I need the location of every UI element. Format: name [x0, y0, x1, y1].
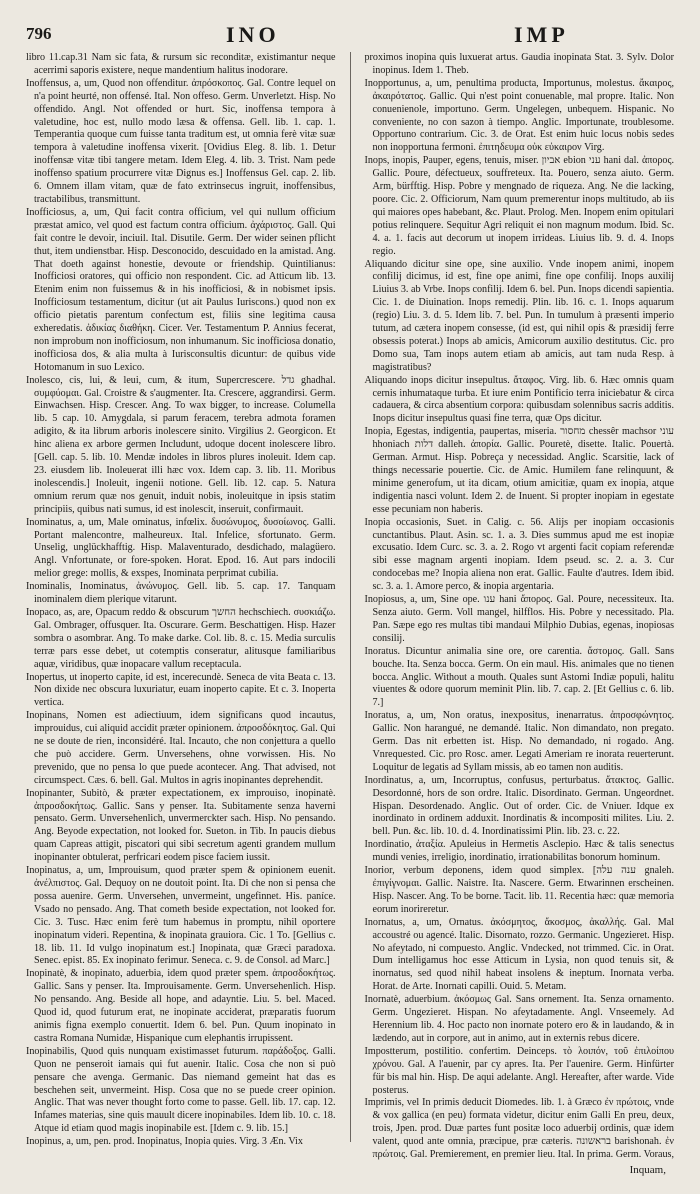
- page-number: 796: [26, 24, 52, 43]
- dictionary-entry: Impostterum, postilitio. confertim. Deinceps. τὸ λοιπόν, τοῦ ἐπιλοίπου χρόνου. Gal. A l'auenir, par cy apres. Ita. Per l'auenire. Germ. Hinfürter für bis mal hin. Hisp. De aqui adelante. Angl. Hereafter, after warde. Vide posterus.: [364, 1045, 674, 1096]
- dictionary-entry: Inopinabilis, Quod quis nunquam existimasset futurum. παράδοξος. Galli. Quon ne penseroit iamais qui fut auenir. Italic. Cosa che non si può pensare che avenga. Germanic. Das niemand gemeint hat das es beschehen seit, unvermeint. Hisp. Cosa que no se puede creer opinion. Anglic. That was never thought forto come to passe. Gell. lib. 17. cap. 12. Infames materias, sine quis mauult dicere inopinabiles. Idem lib. 10. c. 18. Atque id etiam quod magis inopinabile est. [Idem c. 9. lib. 15.]: [26, 1045, 336, 1135]
- dictionary-entry: Inopinus, a, um, pen. prod. Inopinatus, Inopia quies. Virg. 3 Æn. Vix: [26, 1136, 303, 1148]
- dictionary-entry: Aliquando inops dicitur insepultus. ἄταφος. Virg. lib. 6. Hæc omnis quam cernis inhumataque turba. Et iure enim Pontificio terra iniciebatur & circa cadauera, & circa absentium corpora: quibusdam solennibus sacris additis. Inops dicitur insepultus quasi fine terra, quæ Ops dicitur.: [364, 374, 674, 425]
- dictionary-entry: Inops, inopis, Pauper, egens, tenuis, miser. אביון ebion עני hani dal. ἀπορος. Gallic. Poure, défectueux, souffreteux. Ita. Pouero, senza aiuto. Germ. Arm, bürfftig. Hisp. Pobre y mengnado de riqueza. Ang. Ne die lacking, poore. Cic. 2. Officiorum, Nam quum premerentur inops multitudo, ab iis qui maiores opes habebant, &c. Plaut. Prolog. Men. Inopem enim opitulari potius relinquere. Sequitur Agri reliquit ei non magnum modum. Ibid. Sc. 4. a. 1. facis aut decorum ut inopem irrideas. Liuius lib. 9. d. 4. Inops regio.: [364, 155, 674, 257]
- dictionary-entry: Inordinatus, a, um, Incorruptus, confusus, perturbatus. ἄτακτος. Gallic. Desordonné, hors de son ordre. Italic. Disordinato. German. Ungeordnet. Hispan. Desordenado. Anglic. Out of order. Cic. de Vniuer. Idque ex inordinato in ordinem adduxit. Inordinatis & incompositi milites. Liu. 2. bell. Pun. &c. lib. 10. d. 4. Inordinatissimi Plin. lib. 23. c. 22.: [364, 774, 674, 838]
- dictionary-entry: Inopinatè, & inopinato, aduerbia, idem quod præter spem. ἀπροσδοκήτως. Gallic. Sans y penser. Ita. Improuisamente. Germ. Unversehenlich. Hisp. No pensando. Ang. Beside all hope, and adayntie. Liu. 5. bel. Maced. Quod id, quod futurum erat, ne inopinate acciderat, præparatis fuorum animis figna exemplo conuertit. Idem 6. bel. Pun. Quum inopinato in castra Romana Numidæ, Hispanique cum elephantis irrupissent.: [26, 968, 336, 1044]
- dictionary-entry: Inorior, verbum deponens, idem quod simplex. [ענה עלה gnaleh. ἐπιγίγνομαι. Gallic. Naistre. Ita. Nascere. Germ. Etwarinnen erscheinen. Hisp. Nascer. Ang. To be borne. Tacit. lib. 11. Recentia hæc: quæ memoria eorum inorireretur.: [364, 865, 674, 915]
- column-divider: [350, 52, 351, 1142]
- dictionary-entry: Inopinans, Nomen est adiectiuum, idem significans quod incautus, improuidus, cui aliquid accidit præter opinionem. ἀπροσδόκητος. Gal. Qui ne se doute de rien, inconsidéré. Ital. Incauto, che non conjettura a quello che può accidere. Germ. Unversehens, ohne vorwissen. His. No prevenido, que no pensa lo que puede acontecer. Ang. That advised, not circumspect. Cæs. 6. bell. Gal. Multos in agris inopinantes deprehendit.: [26, 710, 336, 786]
- dictionary-entry: Aliquando dicitur sine ope, sine auxilio. Vnde inopem animi, inopem confilij dicimus, id est, fine ope animi, fine ope confilij. Inops auxilij Liuius 3. ab Vrbe. Inops confilij. Idem 6. bel. Pun. Inops dicendi sapientia. Cic. 1. de Diuination. Inops remedij. Plin. lib. 16. c. 1. Inops aquarum (regio) Liu. 3. d. 5. Idem lib. 7. bel. Pun. In tumulum à præsenti imperio tutum, ad cætera inopem consesse, (id est, qui nihil opis & præsidij ferre obsessis poterat.) Inops ab amicis, Amicorum auxilio destitutus. Cic. pro Domo sua, Tam inops autem etiam ab amicis, aut tam nuda Resp. à magistratibus?: [364, 258, 674, 373]
- dictionary-entry: Inoffensus, a, um, Quod non offenditur. ἀπρόσκοπος. Gal. Contre lequel on n'a point heurté, non offensé. Ital. Non offeso. Germ. Unverletzt. Hisp. No offendido. Angl. Not offended or hurt. Sic, inoffensa tempora à valetudine, hoc est, nullo modo læsa & offensa. Gell. lib. 1. cap. 1. Temperantia quoque cum fuisse tanta traditum est, ut omnia ferè vitæ suæ tempora à valetudine inoffensa vixerit. [Ovidius Eleg. 8. lib. 1. Detur inoffensæ vitæ tibi tangere metam. Idem Eleg. 4. lib. 3. Trist. Nam pede inoffenso spatium procurrere vitæ Dignus es.] Inoffensus Gel. cap. 2. lib. 6. Omnem illam vitam, quæ de fato extrinsecus ingruit, inoffensibus, tractabilibus, transmittunt.: [26, 77, 336, 205]
- dictionary-entry: Inopaco, as, are, Opacum reddo & obscurum החשך hechschiech. συσκιάζω. Gal. Ombrager, offusquer. Ita. Oscurare. Germ. Beschattigen. Hisp. Hazer sombra o asombrar. Ang. To make darke. Col. lib. 8. c. 15. Media surculis terræ pars esse debet, ut cotemptis conseratur, alitusque familiaribus aquæ, viridibus, quæ inopacare vallum receptacula.: [26, 606, 336, 670]
- left-column: [26, 52, 336, 1162]
- dictionary-entry: Inofficiosus, a, um, Qui facit contra officium, vel qui nullum officium præstat amico, vel quod est factum contra officium. ἀχάριστος. Gall. Qui fait contre le devoir, inciuil. Ital. Disutile. Germ. Der wider seinen pflicht thut, item undienstbar. Hisp. Desconocido, descuidado en la amistad. Ang. That doeth against honestie, devoute or friendship. Quintilianus: Inofficiosi oratores, qui officio non respondent. Cic. ad Atticum lib. 13. Etenim enim non fuissemus & in his inofficiosi, & in nobismet ipsis. Inofficiosum testamentum, dicitur (ut ait Paulus Iuriscons.) quod non ex officio pietatis parentum confectum est, filiis sine legitima causa exheredatis. ἀδικίας διαθήκη. Cicer. Ver. Testamentum P. Annius fecerat, non improbum non inofficiosum, non inhumanum. Sic inofficiosa donatio, inofficiosa dos, & alia multa à Iurisconsultis dicuntur: de quibus vide Hotomanum in suo Lexico.: [26, 206, 336, 373]
- dictionary-entry: Inopinatus, a, um, Improuisum, quod præter spem & opinionem euenit. ἀνέλπιστος. Gal. Dequoy on ne doutoit point. Ita. Di che non si pensa che possa auenire. Germ. Unversehen, unvermeint, ungefinnet. His. paníce. Vsado no pensado. Ang. That cometh beside expectation, not looked for. Cic. 3. Tusc. Hæc enim ferè tum habemus in promptu, nihil oportere inopinatum videri. Repentina, & inopinata grauiora. Cic. 1 To. [Gellius c. 18. lib. 11. Id vulgo inopinatum est.] Inopinata, quæ Græci paradoxa. Senec. epist. 85. Ex inopinato ferimur. Seneca. c. 9. de Consol. ad Marc.]: [26, 865, 336, 967]
- dictionary-entry: Imprimis, vel In primis deducit Diomedes. lib. 1. à Græco ἐν πρώτοις, vnde & vox gallica (en peu) formata videtur, dicitur enim Galli En preu, deux, trois, Jpen. prod. Duæ partes funt positæ loco aduerbij ordinis, quæ idem valent, quod ante omnia, præcipue, præ cæteris. בראשונה barishonah. ἐν πρώτοις. Gal. Premierement, en premier lieu. Ital. In prima. Germ. Voraus,: [364, 1097, 674, 1161]
- dictionary-entry: Inopertus, ut inoperto capite, id est, incerecundè. Seneca de vita Beata c. 13. Non dixide nec obscura luxuriatur, euam inoperto capite. Et c. 3. Inoperta vertica.: [26, 671, 336, 709]
- dictionary-entry: Inopportunus, a, um, penultima producta, Importunus, molestus. ἄκαιρος, ἀκαιρότατος. Gallic. Qui n'est point conuenable, mal propre. Italic. Non conuenienole, importuno. Germ. Ungelegen, unbequem. Hispanic. No conveniente, no con sazon à tiempo. Anglic. Importunate, troublesome. Opportuno contrarium. Cic. 3. de Orat. Est enim huic locus nobis sedes non inopportuna fermoni. ἐπιτηδευμα οὐκ εὐκαιρον Virg.: [364, 77, 674, 154]
- dictionary-entry: Inornatè, aduerbium. ἀκόσμως Gal. Sans ornement. Ita. Senza ornamento. Germ. Ungezieret. Hispan. No afeytadamente. Angl. Vnseemely. Ad Herennium lib. 4. Hoc pacto non inornate potero ero & in laudando, & in lædendo, aut in corpore, aut in animo, aut in externis rebus dicere.: [364, 994, 674, 1044]
- dictionary-entry: Inoratus. Dicuntur animalia sine ore, ore carentia. ἄστομος. Gall. Sans bouche. Ita. Senza bocca. Germ. On ein maul. His. animales que no tienen bocca. Anglic. Without a mouth. Quales sunt Astomi Indiæ populi, halitu viuentes & odore quorum meminit Plin. lib. 7. cap. 2. [Et Gellius c. 6. lib. 7.]: [364, 645, 674, 709]
- text-columns: [26, 52, 674, 1162]
- dictionary-entry: Inoratus, a, um, Non oratus, inexpositus, inenarratus. ἀπροσφώνητος. Gallic. Non harangué, ne demandé. Italic. Non dimandato, non pregato. Germ. Das nit erbetten ist. Hisp. No demandado, ni rogado. Ang. Vnrequested. Cic. pro Rosc. amer. Legati Ameriam re inorata reuerterunt. Loquitur de legatis ad Syllam missis, ab eo tamen non auditis.: [364, 710, 674, 773]
- dictionary-entry: Inopinanter, Subitò, & præter expectationem, ex improuiso, inopinatè. ἀπροσδοκήτως. Gallic. Sans y penser. Ita. Subitamente senza haverni pensato. Germ. Unversehenlich, unvermerckter sach. Hisp. No pensando. Ang. Beyode expectation, not looked for. Sueton. in Tib. In paucis diebus quam Capreas attigit, piscatori qui sibi secretum agenti grandem mullum inopinanter obtulerat, perfricari eodem pisce faciem iussit.: [26, 787, 336, 864]
- running-head-right: IMP: [514, 22, 569, 47]
- dictionary-entry: Inominalis, Inominatus, ἀνώνυμος. Gell. lib. 5. cap. 17. Tanquam inominalem diem plerique vitarunt.: [26, 581, 336, 606]
- page-header: [26, 22, 674, 52]
- dictionary-entry: Inopiosus, a, um, Sine ope. ענו hani ἄπορος. Gal. Poure, necessiteux. Ita. Senza aiuto. Germ. Voll mangel, hilfflos. His. Pobre y necessitado. Pla. Pan. Sæpe ego res multas tibi mandaui Milphio Dubias, egenas, inopiosas consilij.: [364, 594, 674, 644]
- dictionary-entry: proximos inopina quis luxuerat artus. Gaudia inopinata Stat. 3. Sylv. Dolor inopinus. Idem 1. Theb.: [364, 52, 674, 76]
- dictionary-entry: Inopia, Egestas, indigentia, paupertas, miseria. מחסור chessêr machsor עוני hhoniach דלות dalleh. ἀπορία. Gallic. Pouretè, disette. Italic. Pouertà. German. Armut. Hisp. Pobreça y necessidad. Anglic. Scarsitie, lack of things necessarie pouertie. Cic. de Amic. Humilem fane relinquunt, & minime generofum, ut ita dicam, otium amicitiæ, quam ex inopia, atque indigentia nasci volunt. Idem 2. de Inuent. Si propter inopiam in egestate esse pecuniam non haberis.: [364, 426, 674, 515]
- dictionary-entry: Inordinatio, ἀταξία. Apuleius in Hermetis Asclepio. Hæc & talis senectus mundi venies, irreligio, inordinatio, irrationabilitas bonorum hominum.: [364, 839, 674, 864]
- catchword: Inquam,: [629, 1164, 666, 1176]
- dictionary-entry: Inopia occasionis, Suet. in Calig. c. 56. Alijs per inopiam occasionis cunctantibus. Plaut. Asin. sc. 1. a. 3. Dies summus apud me est inopiæ excusatio. Idem Curc. sc. 3. a. 2. Rogo vt argenti facit copiam referendæ sibi esse magnam argenti inopiam. Idem pseud. sc. 2. a. 3. Cur condocebas me? Inopia aliena non erat. Gallic. Faulte d'autres. Idem ibid. sc. 3. a. 1. Amore perco, & inopia argentaria.: [364, 516, 674, 593]
- running-head-left: INO: [226, 22, 280, 47]
- dictionary-entry: Inornatus, a, um, Ornatus. ἀκόσμητος, ἄκοσμος, ἀκαλλής. Gal. Mal accoustré ou agencé. Italic. Disornato, rozzo. Germanic. Ungezieret. Hisp. No afeytado, ni compuesto. Anglic. Vndecked, not trimmed. Cic. in Orat. Dum intelligamus hoc esse Atticum in Lysia, non quod tenuis sit, & inornatus, sed quod nihil habeat insolens & ineptum. Inornata verba. Horat. de Arte. Inornati capilli. Ouid. 5. Metam.: [364, 916, 674, 993]
- dictionary-entry: Inolesco, cis, lui, & leui, cum, & itum, Supercrescere. גדל ghadhal. συμφύομαι. Gal. Croistre & s'augmenter. Ita. Crescere, aggrandirsi. Germ. Einwachsen. Hisp. Crescer. Ang. To wax bigger, to increase. Columella lib. 5 cap. 10. Amygdala, si parum feracem, terebra admota foramen adigito, & ita librum arboris inolescere sinito. Virgilius 2. Georgicon. Et hinc aliena ex arbore germen Includunt, udoque docent inolescere libro. [Gell. cap. 5. lib. 10. Mendæ indoles in libros plures inoleuit. Idem cap. 23. eiusdem lib. Inoleuerat illi hæc vox. Idem cap. 3. lib. 11. Moribus inolescendis.] Inoleuit, ingenii notione. Gell. lib. 12. cap. 5. Natura omnium rerum quæ nos genuit, induit nobis, inoleuitque in ipsis statim principiis, quibus nati sumus, id est inolescit, inseruit, confirmauit.: [26, 374, 336, 515]
- right-column: [364, 52, 674, 1162]
- dictionary-entry: libro 11.cap.31 Nam sic fata, & rursum sic reconditæ, existimantur neque acerrimi saporis existere, neque mandentium halitus inodorare.: [26, 52, 336, 76]
- dictionary-entry: Inominatus, a, um, Male ominatus, infœlix. δυσώνυμος, δυσοίωνος. Galli. Portant malencontre, malheureux. Ital. Infelice, sfortunato. Germ. Unselig, unglückhafftig. Hisp. Malaventurado, desdichado, malagüero. Angl. Vnfortunate, or fore-spoken. Horat. Epod. 16. Aut pars indocili melior grege: mollis, & exspes, Inominata perprimat cubilia.: [26, 516, 336, 580]
